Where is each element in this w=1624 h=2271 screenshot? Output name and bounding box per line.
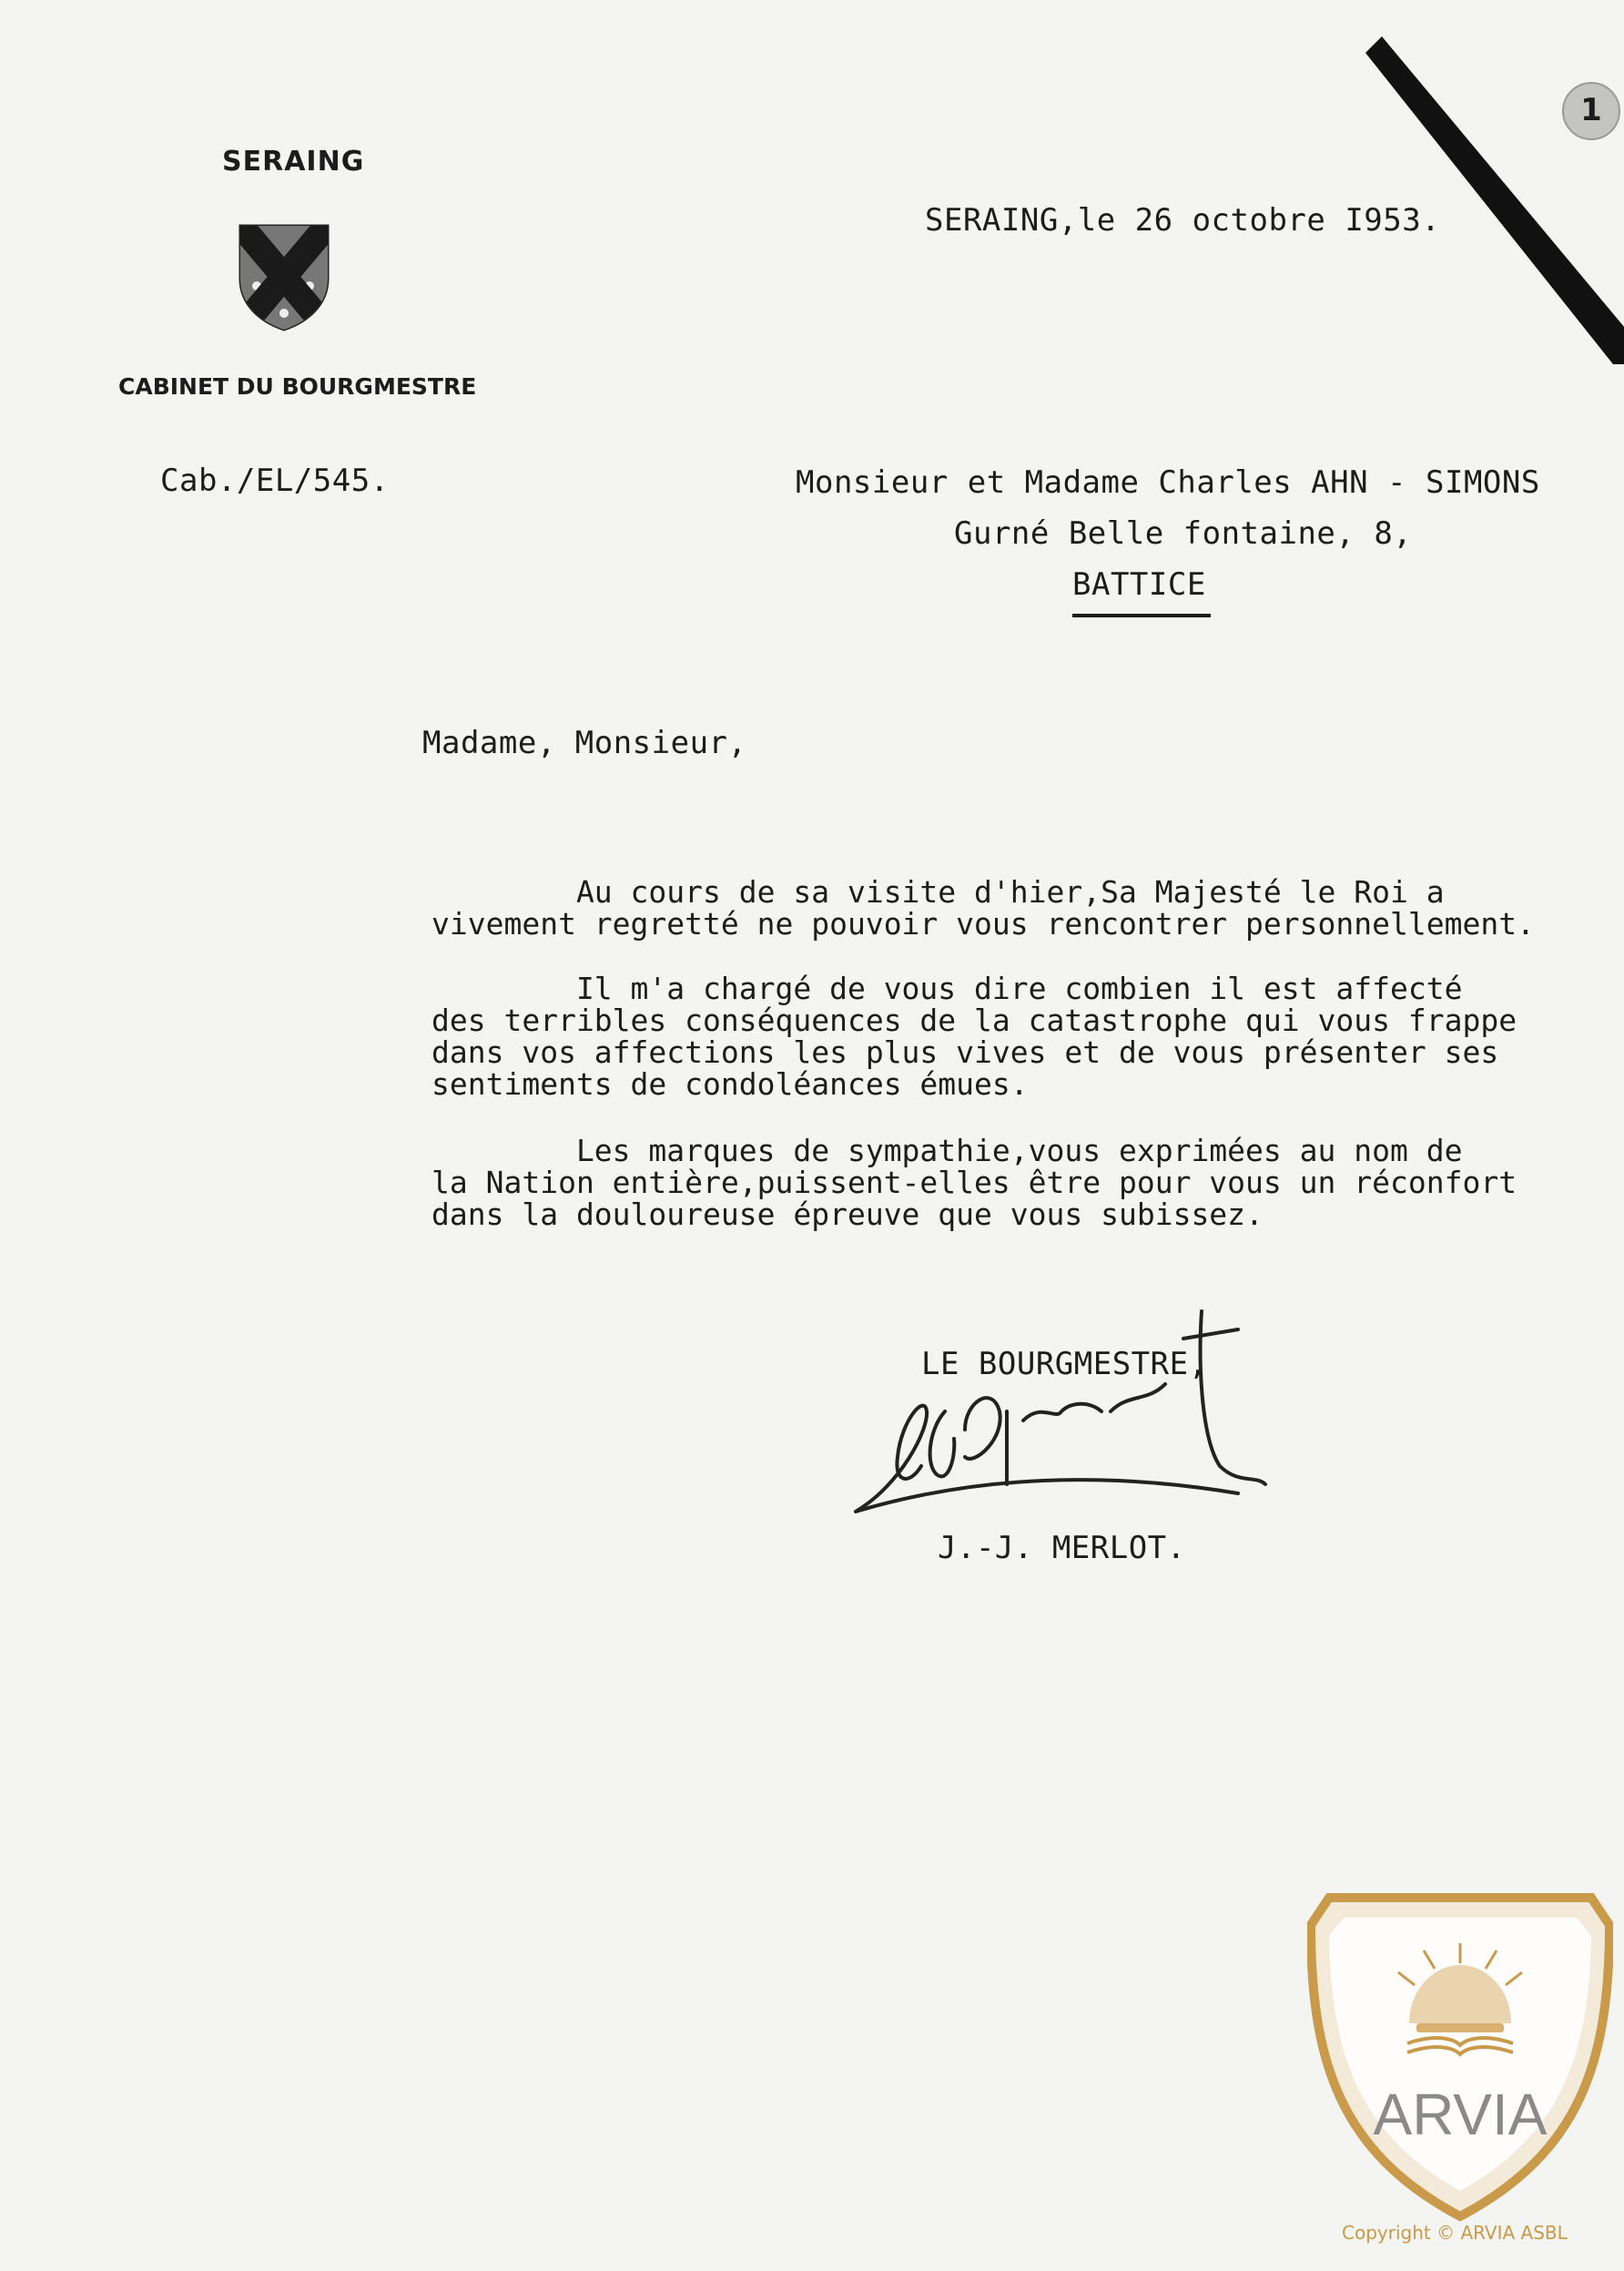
body-paragraph: Il m'a chargé de vous dire combien il est affecté des terribles conséquences de la catastrophe qui vous frappe dans vos affections les plus vives et de vous présenter ses sentiments de condoléances émues. <box>431 971 1517 1102</box>
letterhead-cabinet: CABINET DU BOURGMESTRE <box>118 373 477 400</box>
arvia-logo-text: ARVIA <box>1373 2082 1548 2147</box>
salutation: Madame, Monsieur, <box>422 725 747 761</box>
address-underline <box>1072 614 1211 617</box>
body-paragraph: Au cours de sa visite d'hier,Sa Majesté le Roi a vivement regretté ne pouvoir vous rencontrer personnellement. <box>431 874 1535 942</box>
recipient-name: Monsieur et Madame Charles AHN - SIMONS <box>796 464 1540 501</box>
recipient-street: Gurné Belle fontaine, 8, <box>954 515 1413 552</box>
handwritten-signature <box>837 1275 1311 1530</box>
signer-name: J.-J. MERLOT. <box>938 1530 1186 1566</box>
closing-title: LE BOURGMESTRE, <box>921 1346 1208 1382</box>
page-number-stamp: 1 <box>1562 82 1620 140</box>
arvia-logo <box>1307 1889 1613 2222</box>
reference-number: Cab./EL/545. <box>160 463 390 499</box>
letterhead-city: SERAING <box>222 146 365 178</box>
coat-of-arms-icon <box>237 222 331 331</box>
recipient-town: BATTICE <box>1072 566 1206 603</box>
dateline: SERAING,le 26 octobre I953. <box>925 202 1441 239</box>
copyright-notice: Copyright © ARVIA ASBL <box>1342 2222 1568 2244</box>
body-paragraph: Les marques de sympathie,vous exprimées au nom de la Nation entière,puissent-elles être pour vous un réconfort dans la douloureuse épreuve que vous subissez. <box>431 1133 1517 1232</box>
